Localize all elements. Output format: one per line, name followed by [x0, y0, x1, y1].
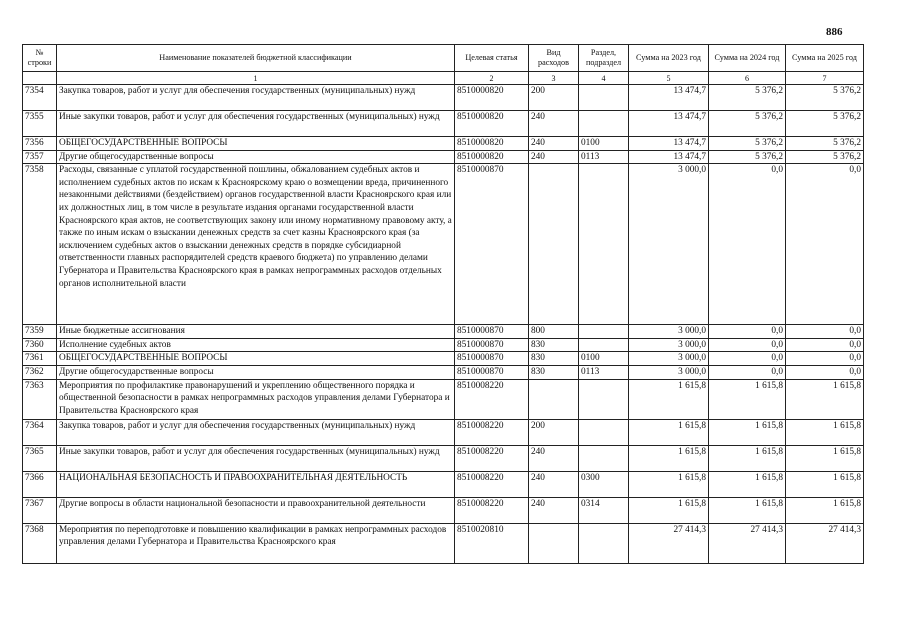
row-section: [579, 338, 629, 352]
row-sum-2024: 5 376,2: [709, 85, 786, 111]
header-number-cell: [23, 72, 57, 85]
row-name: Другие вопросы в области национальной безопасности и правоохранительной деятельности: [57, 497, 455, 523]
row-number: 7363: [23, 379, 57, 419]
row-number: 7358: [23, 164, 57, 325]
row-sum-2023: 3 000,0: [629, 164, 709, 325]
row-target-article: 8510000820: [455, 150, 529, 164]
row-sum-2024: 1 615,8: [709, 419, 786, 445]
row-expense-type: 200: [529, 85, 579, 111]
row-sum-2025: 27 414,3: [786, 523, 864, 563]
row-target-article: 8510008220: [455, 419, 529, 445]
row-name: Закупка товаров, работ и услуг для обеспечения государственных (муниципальных) нужд: [57, 419, 455, 445]
row-target-article: 8510008220: [455, 379, 529, 419]
row-target-article: 8510000870: [455, 338, 529, 352]
row-sum-2025: 5 376,2: [786, 111, 864, 137]
row-sum-2024: 1 615,8: [709, 379, 786, 419]
row-sum-2023: 3 000,0: [629, 352, 709, 366]
row-section: 0100: [579, 137, 629, 151]
row-sum-2025: 0,0: [786, 365, 864, 379]
row-sum-2024: 5 376,2: [709, 111, 786, 137]
row-sum-2025: 1 615,8: [786, 379, 864, 419]
row-expense-type: 240: [529, 471, 579, 497]
row-sum-2024: 5 376,2: [709, 137, 786, 151]
row-section: [579, 445, 629, 471]
row-sum-2024: 1 615,8: [709, 497, 786, 523]
row-sum-2025: 0,0: [786, 352, 864, 366]
row-name: НАЦИОНАЛЬНАЯ БЕЗОПАСНОСТЬ И ПРАВООХРАНИТЕЛЬНАЯ ДЕЯТЕЛЬНОСТЬ: [57, 471, 455, 497]
row-section: [579, 379, 629, 419]
row-sum-2023: 1 615,8: [629, 445, 709, 471]
table-row: [23, 471, 864, 497]
row-section: [579, 523, 629, 563]
row-section: 0113: [579, 150, 629, 164]
header-numbers-row: [23, 72, 864, 85]
row-number: 7355: [23, 111, 57, 137]
row-number: 7354: [23, 85, 57, 111]
header-number-cell: 2: [455, 72, 529, 85]
row-expense-type: 800: [529, 325, 579, 339]
row-name: ОБЩЕГОСУДАРСТВЕННЫЕ ВОПРОСЫ: [57, 352, 455, 366]
row-number: 7367: [23, 497, 57, 523]
row-target-article: 8510000820: [455, 137, 529, 151]
row-name: Мероприятия по профилактике правонарушений и укреплению общественного порядка и общественной безопасности в рамках непрограммных расходов управления делами Губернатора и Правительства Красноярского края: [57, 379, 455, 419]
row-name: Иные бюджетные ассигнования: [57, 325, 455, 339]
row-sum-2025: 5 376,2: [786, 85, 864, 111]
row-section: 0100: [579, 352, 629, 366]
row-name: Иные закупки товаров, работ и услуг для обеспечения государственных (муниципальных) нужд: [57, 445, 455, 471]
header-section: Раздел, подраздел: [579, 45, 629, 72]
header-number-cell: 5: [629, 72, 709, 85]
row-sum-2025: 1 615,8: [786, 471, 864, 497]
row-expense-type: 240: [529, 497, 579, 523]
row-sum-2025: 1 615,8: [786, 497, 864, 523]
row-number: 7359: [23, 325, 57, 339]
header-name: Наименование показателей бюджетной классификации: [57, 45, 455, 72]
row-number: 7356: [23, 137, 57, 151]
row-target-article: 8510000870: [455, 365, 529, 379]
header-number-cell: 4: [579, 72, 629, 85]
row-expense-type: 830: [529, 338, 579, 352]
row-sum-2025: 5 376,2: [786, 150, 864, 164]
row-target-article: 8510000870: [455, 352, 529, 366]
row-sum-2023: 3 000,0: [629, 325, 709, 339]
row-target-article: 8510008220: [455, 471, 529, 497]
row-expense-type: 830: [529, 352, 579, 366]
row-name: Закупка товаров, работ и услуг для обеспечения государственных (муниципальных) нужд: [57, 85, 455, 111]
row-expense-type: 200: [529, 419, 579, 445]
row-name: Мероприятия по переподготовке и повышению квалификации в рамках непрограммных расходов управления делами Губернатора и Правительства Красноярского края: [57, 523, 455, 563]
row-name: Исполнение судебных актов: [57, 338, 455, 352]
header-sum-2025: Сумма на 2025 год: [786, 45, 864, 72]
header-sum-2024: Сумма на 2024 год: [709, 45, 786, 72]
row-sum-2023: 13 474,7: [629, 111, 709, 137]
table-row: [23, 352, 864, 366]
row-section: 0314: [579, 497, 629, 523]
row-sum-2023: 27 414,3: [629, 523, 709, 563]
table-row: [23, 379, 864, 419]
table-row: [23, 111, 864, 137]
table-row: [23, 164, 864, 325]
row-section: [579, 85, 629, 111]
row-section: 0113: [579, 365, 629, 379]
row-expense-type: [529, 523, 579, 563]
row-number: 7357: [23, 150, 57, 164]
row-target-article: 8510008220: [455, 497, 529, 523]
header-sum-2023: Сумма на 2023 год: [629, 45, 709, 72]
row-name: Иные закупки товаров, работ и услуг для обеспечения государственных (муниципальных) нужд: [57, 111, 455, 137]
row-sum-2025: 0,0: [786, 164, 864, 325]
row-sum-2023: 1 615,8: [629, 471, 709, 497]
page-number: 886: [826, 26, 843, 38]
row-sum-2024: 0,0: [709, 365, 786, 379]
row-sum-2025: 0,0: [786, 338, 864, 352]
header-number-cell: 3: [529, 72, 579, 85]
row-target-article: 8510000870: [455, 325, 529, 339]
row-expense-type: [529, 164, 579, 325]
header-number-cell: 1: [57, 72, 455, 85]
row-section: [579, 111, 629, 137]
row-number: 7362: [23, 365, 57, 379]
budget-table: [22, 44, 864, 564]
table-row: [23, 445, 864, 471]
row-name: Другие общегосударственные вопросы: [57, 150, 455, 164]
row-sum-2024: 0,0: [709, 164, 786, 325]
row-sum-2023: 1 615,8: [629, 497, 709, 523]
row-number: 7368: [23, 523, 57, 563]
row-number: 7365: [23, 445, 57, 471]
row-number: 7366: [23, 471, 57, 497]
row-name: Другие общегосударственные вопросы: [57, 365, 455, 379]
header-number-cell: 7: [786, 72, 864, 85]
row-sum-2023: 1 615,8: [629, 379, 709, 419]
table-row: [23, 365, 864, 379]
table-row: [23, 85, 864, 111]
header-expense-type: Вид расходов: [529, 45, 579, 72]
row-target-article: 8510008220: [455, 445, 529, 471]
row-expense-type: [529, 379, 579, 419]
row-sum-2024: 1 615,8: [709, 445, 786, 471]
row-sum-2025: 5 376,2: [786, 137, 864, 151]
row-sum-2025: 1 615,8: [786, 419, 864, 445]
row-section: 0300: [579, 471, 629, 497]
table-body: [23, 85, 864, 564]
row-expense-type: 240: [529, 111, 579, 137]
header-row: [23, 45, 864, 72]
row-name: ОБЩЕГОСУДАРСТВЕННЫЕ ВОПРОСЫ: [57, 137, 455, 151]
row-sum-2025: 0,0: [786, 325, 864, 339]
row-sum-2023: 13 474,7: [629, 150, 709, 164]
table-row: [23, 137, 864, 151]
row-target-article: 8510000820: [455, 85, 529, 111]
row-expense-type: 240: [529, 150, 579, 164]
row-section: [579, 164, 629, 325]
row-sum-2023: 1 615,8: [629, 419, 709, 445]
table-row: [23, 150, 864, 164]
row-number: 7361: [23, 352, 57, 366]
table-row: [23, 338, 864, 352]
table-row: [23, 419, 864, 445]
header-row-number: № строки: [23, 45, 57, 72]
row-expense-type: 240: [529, 445, 579, 471]
row-sum-2024: 27 414,3: [709, 523, 786, 563]
row-section: [579, 325, 629, 339]
table-row: [23, 523, 864, 563]
row-number: 7364: [23, 419, 57, 445]
row-sum-2024: 1 615,8: [709, 471, 786, 497]
row-target-article: 8510000820: [455, 111, 529, 137]
row-sum-2024: 0,0: [709, 338, 786, 352]
row-sum-2025: 1 615,8: [786, 445, 864, 471]
row-sum-2023: 13 474,7: [629, 137, 709, 151]
row-expense-type: 240: [529, 137, 579, 151]
row-sum-2024: 5 376,2: [709, 150, 786, 164]
row-target-article: 8510000870: [455, 164, 529, 325]
row-name: Расходы, связанные с уплатой государственной пошлины, обжалованием судебных актов и исполнением судебных актов по искам к Красноярскому краю о возмещении вреда, причиненного незаконными действиями (бездействием) органов государственной власти Красноярского края или их должностных лиц, в том числе в результате издания органами государственной власти Красноярского края актов, не соответствующих закону или иному нормативному правовому акту, а также по иным искам о взыскании денежных средств за счет казны Красноярского края (за исключением судебных актов о взыскании денежных средств в порядке субсидиарной ответственности главных распорядителей средств краевого бюджета) по управлению делами Губернатора и Правительства Красноярского края в рамках непрограммных расходов отдельных органов исполнительной власти: [57, 164, 455, 325]
row-sum-2024: 0,0: [709, 325, 786, 339]
table-row: [23, 325, 864, 339]
row-sum-2024: 0,0: [709, 352, 786, 366]
table-row: [23, 497, 864, 523]
row-number: 7360: [23, 338, 57, 352]
row-sum-2023: 13 474,7: [629, 85, 709, 111]
row-sum-2023: 3 000,0: [629, 365, 709, 379]
header-target-article: Целевая статья: [455, 45, 529, 72]
row-expense-type: 830: [529, 365, 579, 379]
row-sum-2023: 3 000,0: [629, 338, 709, 352]
header-number-cell: 6: [709, 72, 786, 85]
row-section: [579, 419, 629, 445]
row-target-article: 8510020810: [455, 523, 529, 563]
